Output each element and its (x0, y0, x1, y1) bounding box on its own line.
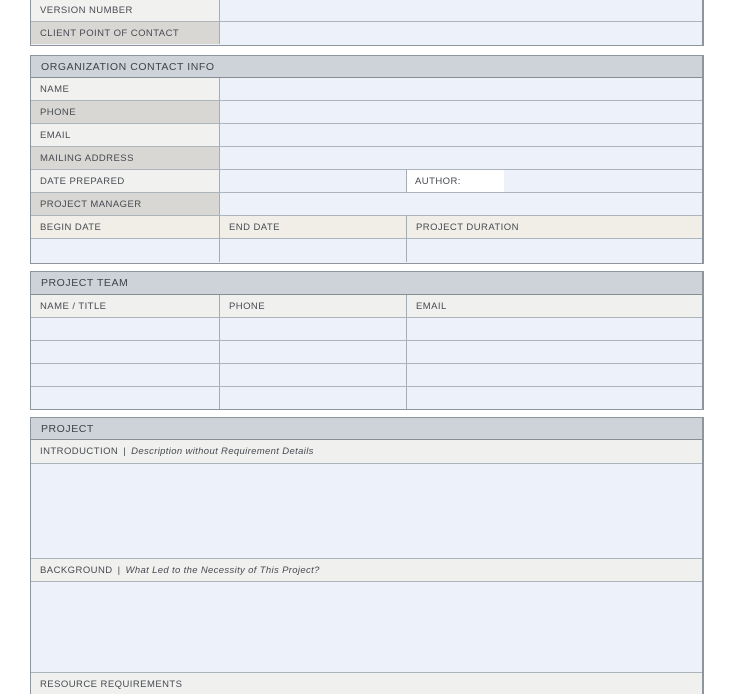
team-phone-cell[interactable] (219, 387, 406, 409)
project-team-header: PROJECT TEAM (31, 272, 702, 294)
project-team-table (30, 271, 704, 410)
author-label: AUTHOR: (415, 175, 461, 187)
background-label-row (31, 558, 702, 581)
version-number-label: VERSION NUMBER (31, 0, 219, 21)
project-duration-label: PROJECT DURATION (406, 216, 702, 238)
organization-contact-table (30, 55, 704, 264)
team-row (31, 386, 702, 409)
team-email-cell[interactable] (406, 387, 702, 409)
begin-date-field[interactable] (31, 239, 219, 262)
organization-contact-header: ORGANIZATION CONTACT INFO (31, 56, 702, 77)
team-column-header-row (31, 294, 702, 317)
resource-requirements-label-row (31, 672, 702, 694)
end-date-label: END DATE (219, 216, 406, 238)
date-prepared-field[interactable] (219, 170, 406, 192)
team-email-cell[interactable] (406, 364, 702, 386)
separator: | (123, 446, 127, 457)
mailing-address-label: MAILING ADDRESS (31, 147, 219, 169)
introduction-label-row (31, 439, 702, 463)
table-row (31, 77, 702, 100)
introduction-hint: Description without Requirement Details (131, 446, 314, 457)
team-email-cell[interactable] (406, 318, 702, 340)
team-name-title-cell[interactable] (31, 364, 219, 386)
email-label: EMAIL (31, 124, 219, 146)
resource-requirements-label: RESOURCE REQUIREMENTS (31, 673, 702, 694)
name-field[interactable] (219, 78, 702, 100)
date-values-row (31, 238, 702, 262)
table-row (31, 100, 702, 123)
author-cell (406, 170, 702, 192)
introduction-label-cell (31, 440, 702, 463)
table-row (31, 21, 702, 44)
team-email-column-label: EMAIL (406, 295, 702, 317)
team-row (31, 317, 702, 340)
project-duration-field[interactable] (406, 239, 702, 262)
team-phone-cell[interactable] (219, 341, 406, 363)
client-point-of-contact-field[interactable] (219, 22, 702, 44)
name-label: NAME (31, 78, 219, 100)
separator: | (117, 564, 121, 576)
date-header-row (31, 215, 702, 238)
team-name-title-cell[interactable] (31, 318, 219, 340)
team-phone-cell[interactable] (219, 318, 406, 340)
team-phone-column-label: PHONE (219, 295, 406, 317)
background-text-area[interactable] (31, 582, 702, 672)
mailing-address-field[interactable] (219, 147, 702, 169)
project-manager-field[interactable] (219, 193, 702, 215)
background-label: BACKGROUND (40, 564, 113, 576)
project-table (30, 417, 704, 694)
background-content-row (31, 581, 702, 672)
team-name-title-column-label: NAME / TITLE (31, 295, 219, 317)
team-email-cell[interactable] (406, 341, 702, 363)
table-row (31, 0, 702, 21)
background-label-cell (31, 559, 702, 581)
table-row (31, 123, 702, 146)
team-name-title-cell[interactable] (31, 387, 219, 409)
table-row (31, 169, 702, 192)
team-row (31, 340, 702, 363)
project-header: PROJECT (31, 418, 702, 439)
version-number-field[interactable] (219, 0, 702, 21)
team-name-title-cell[interactable] (31, 341, 219, 363)
introduction-text-area[interactable] (31, 464, 702, 558)
phone-label: PHONE (31, 101, 219, 123)
introduction-label: INTRODUCTION (40, 446, 119, 457)
table-row (31, 146, 702, 169)
begin-date-label: BEGIN DATE (31, 216, 219, 238)
date-prepared-label: DATE PREPARED (31, 170, 219, 192)
background-hint: What Led to the Necessity of This Project? (125, 564, 320, 576)
table-row (31, 192, 702, 215)
end-date-field[interactable] (219, 239, 406, 262)
team-row (31, 363, 702, 386)
introduction-content-row (31, 463, 702, 558)
phone-field[interactable] (219, 101, 702, 123)
author-input[interactable] (407, 170, 504, 192)
email-field[interactable] (219, 124, 702, 146)
version-table (30, 0, 704, 46)
project-manager-label: PROJECT MANAGER (31, 193, 219, 215)
client-point-of-contact-label: CLIENT POINT OF CONTACT (31, 22, 219, 44)
team-phone-cell[interactable] (219, 364, 406, 386)
